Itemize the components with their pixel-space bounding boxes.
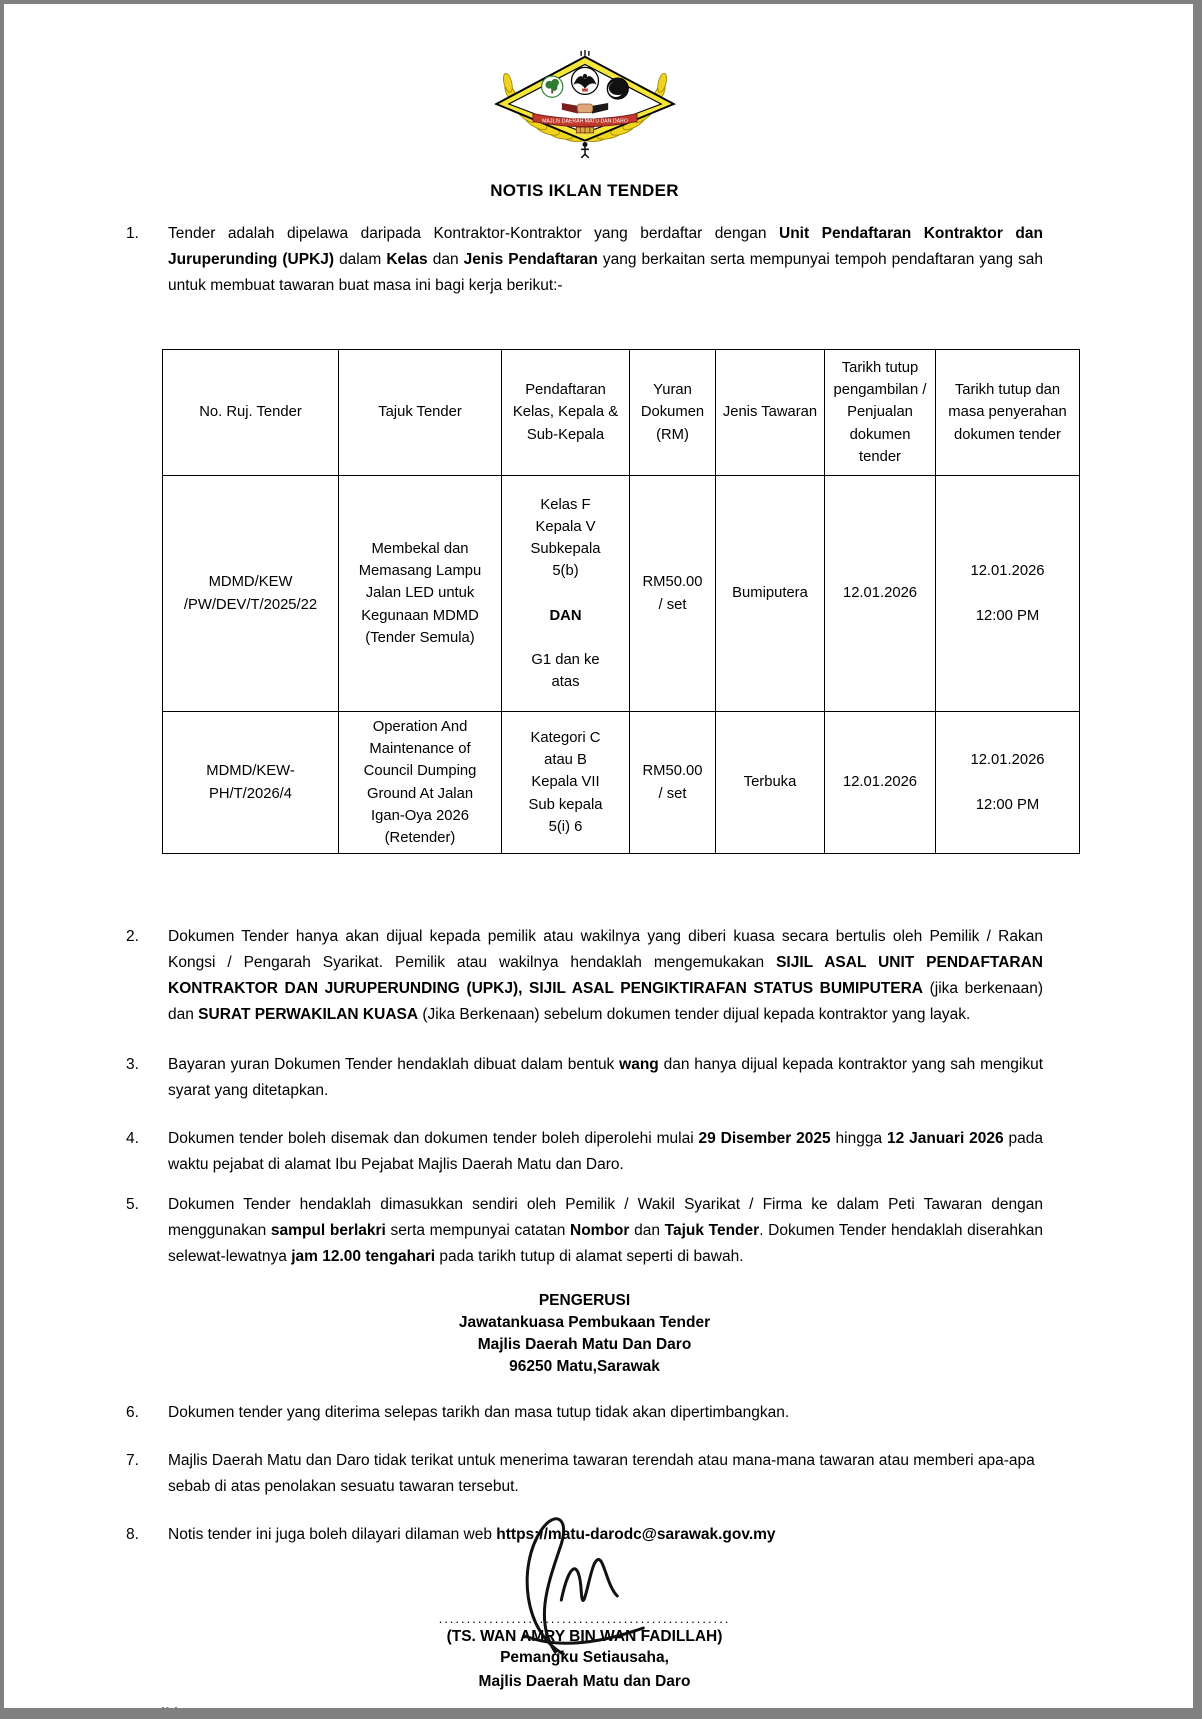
header-jenis-tawaran: Jenis Tawaran bbox=[716, 350, 825, 476]
crest-base-ornament bbox=[576, 127, 593, 158]
cell-tarikh-tutup-pengambilan: 12.01.2026 bbox=[825, 476, 936, 712]
cell-jenis-tawaran: Bumiputera bbox=[716, 476, 825, 712]
paragraph-2-number: 2. bbox=[126, 928, 139, 946]
paragraph-5-number: 5. bbox=[126, 1196, 139, 1214]
cell-pendaftaran: Kategori C atau B Kepala VII Sub kepala 5(i) 6 bbox=[502, 712, 630, 854]
table-row bbox=[163, 476, 1080, 712]
paragraph-6-number: 6. bbox=[126, 1404, 139, 1422]
paragraph-1 bbox=[126, 221, 1043, 299]
table-header-row bbox=[163, 350, 1080, 476]
signature-block bbox=[126, 1548, 1043, 1694]
paragraph-3-number: 3. bbox=[126, 1056, 139, 1074]
paragraph-1-number: 1. bbox=[126, 225, 139, 242]
cell-no-ruj-tender: MDMD/KEW- PH/T/2026/4 bbox=[163, 712, 339, 854]
cell-yuran-dokumen: RM50.00 / set bbox=[630, 476, 716, 712]
cell-tarikh-tutup-pengambilan: 12.01.2026 bbox=[825, 712, 936, 854]
hornbill-emblem bbox=[571, 67, 598, 94]
paragraph-6 bbox=[126, 1400, 1043, 1426]
signatory-name: (TS. WAN AMRY BIN WAN FADILLAH) bbox=[446, 1628, 723, 1646]
cell-tajuk-tender: Membekal dan Memasang Lampu Jalan LED untuk Kegunaan MDMD (Tender Semula) bbox=[339, 476, 502, 712]
cell-tarikh-tutup-penyerahan: 12.01.2026 12:00 PM bbox=[936, 712, 1080, 854]
header-yuran-dokumen: Yuran Dokumen (RM) bbox=[630, 350, 716, 476]
paragraph-1-text: Tender adalah dipelawa daripada Kontraktor-Kontraktor yang berdaftar dengan Unit Pendaftaran Kontraktor dan Juruperunding (UPKJ) dalam Kelas dan Jenis Pendaftaran yang berkaitan serta mempunyai tempoh pendaftaran yang sah untuk membuat tawaran buat masa ini bagi kerja berikut:- bbox=[168, 225, 1043, 294]
paragraph-7-number: 7. bbox=[126, 1452, 139, 1470]
paragraph-6-text: Dokumen tender yang diterima selepas tarikh dan masa tutup tidak akan dipertimbangkan. bbox=[168, 1404, 790, 1422]
address-block: PENGERUSI Jawatankuasa Pembukaan Tender Majlis Daerah Matu Dan Daro 96250 Matu,Sarawak bbox=[458, 1292, 711, 1376]
notice-title: NOTIS IKLAN TENDER bbox=[490, 181, 679, 200]
cell-tajuk-tender: Operation And Maintenance of Council Dumping Ground At Jalan Igan-Oya 2026 (Retender) bbox=[339, 712, 502, 854]
header-pendaftaran: Pendaftaran Kelas, Kepala & Sub-Kepala bbox=[502, 350, 630, 476]
signature-dotted-line: .................................................... bbox=[438, 1611, 731, 1627]
cell-jenis-tawaran: Terbuka bbox=[716, 712, 825, 854]
cell-yuran-dokumen: RM50.00 / set bbox=[630, 712, 716, 854]
paragraph-3 bbox=[126, 1052, 1043, 1104]
paragraph-4-text: Dokumen tender boleh disemak dan dokumen tender boleh diperolehi mulai 29 Disember 2025 hingga 12 Januari 2026 pada waktu pejabat di alamat Ibu Pejabat Majlis Daerah Matu dan Daro. bbox=[168, 1130, 1043, 1174]
header-tarikh-tutup-pengambilan: Tarikh tutup pengambilan / Penjualan dokumen tender bbox=[825, 350, 936, 476]
signatory-org: Majlis Daerah Matu dan Daro bbox=[478, 1673, 691, 1691]
cell-tarikh-tutup-penyerahan: 12.01.2026 12:00 PM bbox=[936, 476, 1080, 712]
tender-table bbox=[162, 349, 1080, 854]
header-no-ruj-tender: No. Ruj. Tender bbox=[163, 350, 339, 476]
signatory-role: Pemangku Setiausaha, bbox=[500, 1649, 669, 1667]
moon-emblem bbox=[607, 78, 628, 99]
header-tajuk-tender: Tajuk Tender bbox=[339, 350, 502, 476]
paragraph-2-text: Dokumen Tender hanya akan dijual kepada pemilik atau wakilnya yang diberi kuasa secara bertulis oleh Pemilik / Rakan Kongsi / Pengarah Syarikat. Pemilik atau wakilnya hendaklah mengemukakan SIJIL ASAL UNIT PENDAFTARAN KONTRAKTOR DAN JURUPERUNDING (UPKJ), SIJIL ASAL PENGIKTIRAFAN STATUS BUMIPUTERA (jika berkenaan) dan SURAT PERWAKILAN KUASA (Jika Berkenaan) sebelum dokumen tender dijual kepada kontraktor yang layak. bbox=[168, 928, 1044, 1024]
cell-no-ruj-tender: MDMD/KEW /PW/DEV/T/2025/22 bbox=[163, 476, 339, 712]
document-content bbox=[4, 4, 1193, 1719]
document-date: Tarikh: 29.12.2025 bbox=[138, 1706, 271, 1719]
paragraph-7 bbox=[126, 1448, 1043, 1500]
tree-emblem bbox=[541, 76, 562, 97]
paragraph-2 bbox=[126, 924, 1043, 1028]
paragraph-8-text: Notis tender ini juga boleh dilayari dilaman web https://matu-darodc@sarawak.gov.my bbox=[168, 1526, 776, 1544]
header-tarikh-tutup-penyerahan: Tarikh tutup dan masa penyerahan dokumen tender bbox=[936, 350, 1080, 476]
paragraph-5 bbox=[126, 1192, 1043, 1270]
paragraph-7-text: Majlis Daerah Matu dan Daro tidak terikat untuk menerima tawaran terendah atau mana-mana tawaran atau memberi apa-apa sebab di atas penolakan sesuatu tawaran tersebut. bbox=[168, 1452, 1035, 1496]
table-row bbox=[163, 712, 1080, 854]
crest-banner-text: MAJLIS DAERAH MATU DAN DARO bbox=[541, 118, 628, 125]
paragraph-5-text: Dokumen Tender hendaklah dimasukkan sendiri oleh Pemilik / Wakil Syarikat / Firma ke dalam Peti Tawaran dengan menggunakan sampul berlakri serta mempunyai catatan Nombor dan Tajuk Tender. Dokumen Tender hendaklah diserahkan selewat-lewatnya jam 12.00 tengahari pada tarikh tutup di alamat seperti di bawah. bbox=[168, 1196, 1043, 1266]
paragraph-8 bbox=[126, 1522, 1043, 1548]
cell-pendaftaran: Kelas F Kepala V Subkepala 5(b) DAN G1 dan ke atas bbox=[502, 476, 630, 712]
paragraph-4-number: 4. bbox=[126, 1130, 139, 1148]
paragraph-3-text: Bayaran yuran Dokumen Tender hendaklah dibuat dalam bentuk wang dan hanya dijual kepada kontraktor yang sah mengikut syarat yang ditetapkan. bbox=[168, 1056, 1043, 1100]
council-crest-logo bbox=[469, 50, 701, 163]
paragraph-4 bbox=[126, 1126, 1043, 1178]
paragraph-8-number: 8. bbox=[126, 1526, 139, 1544]
council-crest-graphic bbox=[469, 50, 701, 158]
